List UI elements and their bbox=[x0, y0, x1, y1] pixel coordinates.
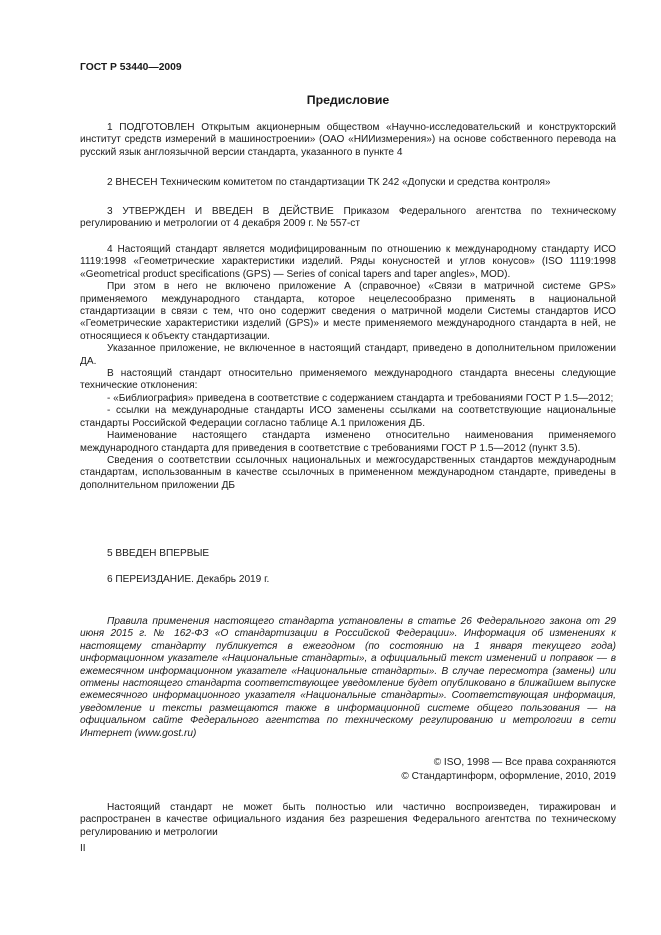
section-4-para: Наименование настоящего стандарта изменено относительно наименования применяемого международного стандарта для приведения в соответствие с требованиями ГОСТ Р 1.5—2012 (пункт 3.5). bbox=[80, 430, 616, 454]
section-4-para: - «Библиография» приведена в соответствие с содержанием стандарта и требованиями ГОСТ Р 1.5—2012; bbox=[107, 392, 614, 404]
section-3 bbox=[80, 206, 616, 231]
section-1-text: 1 ПОДГОТОВЛЕН Открытым акционерным обществом «Научно-исследовательский и конструкторский институт средств измерений в машиностроении» (ОАО «НИИизмерения») на основе собственного перевода на русский язык англоязычной версии стандарта, указанного в пункте 4 bbox=[80, 122, 616, 158]
section-6-text: 6 ПЕРЕИЗДАНИЕ. Декабрь 2019 г. bbox=[107, 574, 270, 585]
rules-notice-text: Правила применения настоящего стандарта установлены в статье 26 Федерального закона от 29 июня 2015 г. № 162-ФЗ «О стандартизации в Российской Федерации». Информация об изменениях к настоящему стандарту публикуется в ежегодном (по состоянию на 1 января текущего года) информационном указателе «Национальные стандарты», а официальный текст изменений и поправок — в ежемесячном информационном указателе «Национальные стандарты». В случае пересмотра (замены) или отмены настоящего стандарта соответствующее уведомление будет опубликовано в ближайшем выпуске ежемесячного информационного указателя «Национальные стандарты». Соответствующая информация, уведомление и тексты размещаются также в информационной системе общего пользования — на официальном сайте Федерального агентства по техническому регулированию и метрологии в сети Интернет (www.gost.ru) bbox=[80, 616, 616, 739]
reproduction-notice-text: Настоящий стандарт не может быть полностью или частично воспроизведен, тиражирован и распространен в качестве официального издания без разрешения Федерального агентства по техническому регулированию и метрологии bbox=[80, 802, 616, 838]
section-5-text: 5 ВВЕДЕН ВПЕРВЫЕ bbox=[107, 548, 210, 559]
page-title: Предисловие bbox=[306, 93, 390, 107]
document-header: ГОСТ Р 53440—2009 bbox=[80, 62, 182, 73]
section-4-para: Сведения о соответствии ссылочных национальных и межгосударственных стандартов международным стандартам, использованным в качестве ссылочных в примененном международном стандарте, приведены в дополнительном приложении ДБ bbox=[80, 454, 616, 491]
reproduction-notice bbox=[80, 802, 616, 839]
section-4-para: В настоящий стандарт относительно применяемого международного стандарта внесены следующие технические отклонения: bbox=[80, 368, 616, 392]
section-4-para: При этом в него не включено приложение А (справочное) «Связи в матричной системе GPS» применяемого международного стандарта, которое нецелесообразно применять в национальной стандартизации в связи с тем, что оно содержит сведения о матричной модели Системы стандартов ИСО «Геометрические характеристики изделий (GPS)» и месте применяемого международного стандарта в ней, не относящиеся к объекту стандартизации. bbox=[80, 281, 616, 342]
section-6 bbox=[80, 574, 616, 586]
section-5 bbox=[80, 548, 616, 560]
section-2 bbox=[80, 177, 616, 189]
rules-notice bbox=[80, 616, 616, 740]
section-4 bbox=[80, 244, 616, 492]
page-number: II bbox=[80, 843, 86, 854]
copyright-iso: © ISO, 1998 — Все права сохраняются bbox=[433, 757, 616, 768]
section-4-para: 4 Настоящий стандарт является модифицированным по отношению к международному стандарту ИСО 1119:1998 «Геометрические характеристики изделий. Ряды конусностей и углов конусов» (ISO 1119:1998 «Geometrical product specifications (GPS) — Series of conical tapers and taper angles», MOD). bbox=[80, 244, 616, 280]
copyright-standartinform: © Стандартинформ, оформление, 2010, 2019 bbox=[401, 771, 616, 782]
section-4-para: Указанное приложение, не включенное в настоящий стандарт, приведено в дополнительном приложении ДА. bbox=[80, 343, 616, 367]
section-2-text: 2 ВНЕСЕН Техническим комитетом по стандартизации ТК 242 «Допуски и средства контроля» bbox=[107, 177, 551, 188]
section-1 bbox=[80, 122, 616, 159]
section-4-para: - ссылки на международные стандарты ИСО заменены ссылками на соответствующие национальные стандарты Российской Федерации согласно таблице А.1 приложения ДБ. bbox=[80, 405, 616, 429]
section-3-text: 3 УТВЕРЖДЕН И ВВЕДЕН В ДЕЙСТВИЕ Приказом Федерального агентства по техническому регулированию и метрологии от 4 декабря 2009 г. № 557-ст bbox=[80, 206, 616, 230]
